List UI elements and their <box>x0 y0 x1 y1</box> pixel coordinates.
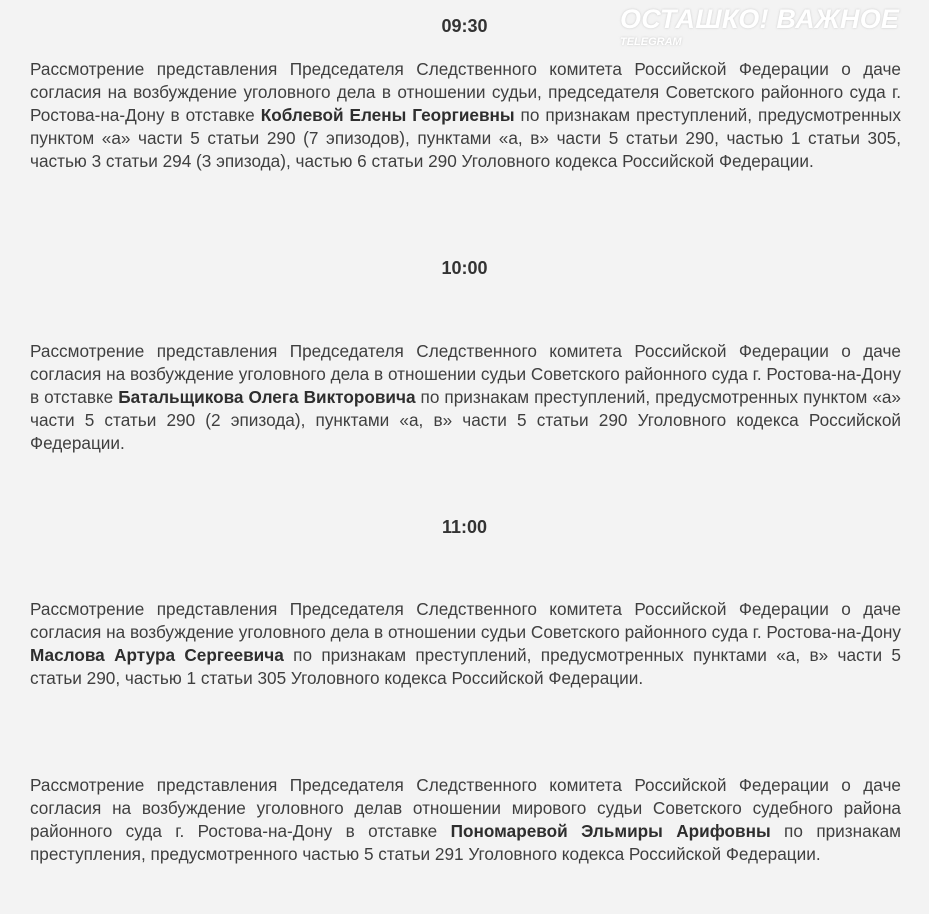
agenda-text-4 <box>30 774 901 866</box>
agenda-text-1-pre: Рассмотрение представления Председателя Следственного комитета Российской Федерации о даче согласия на возбуждение уголовного дела в отношении судьи, председателя Советского районного суда г. Ростова-на-Дону в отставке <box>30 59 901 125</box>
agenda-text-4-pre: Рассмотрение представления Председателя Следственного комитета Российской Федерации о даче согласия на возбуждение уголовного делав отношении мирового судьи Советского судебного района районного суда г. Ростова-на-Дону в отставке <box>30 775 901 841</box>
agenda-name-4: Пономаревой Эльмиры Арифовны <box>450 821 771 841</box>
agenda-name-2: Батальщикова Олега Викторовича <box>118 387 416 407</box>
agenda-text-1 <box>30 58 901 173</box>
agenda-text-3 <box>30 598 901 690</box>
agenda-time-3: 11:00 <box>441 517 488 537</box>
agenda-text-3-pre: Рассмотрение представления Председателя Следственного комитета Российской Федерации о даче согласия на возбуждение уголовного дела в отношении судьи Советского районного суда г. Ростова-на-Дону <box>30 599 901 642</box>
agenda-name-3: Маслова Артура Сергеевича <box>30 645 284 665</box>
agenda-text-3-post: по признакам преступлений, предусмотренных пунктами «а, в» части 5 статьи 290, частью 1 статьи 305 Уголовного кодекса Российской Федерации. <box>30 645 901 688</box>
agenda-text-4-post: по признакам преступления, предусмотренного частью 5 статьи 291 Уголовного кодекса Российской Федерации. <box>30 821 901 864</box>
agenda-text-2 <box>30 340 901 455</box>
agenda-text-2-pre: Рассмотрение представления Председателя Следственного комитета Российской Федерации о даче согласия на возбуждение уголовного дела в отношении судьи Советского районного суда г. Ростова-на-Дону в отставке <box>30 341 901 407</box>
agenda-text-1-post: по признакам преступлений, предусмотренных пунктом «а» части 5 статьи 290 (7 эпизодов), пунктами «а, в» части 5 статьи 290, частью 1 статьи 305, частью 3 статьи 294 (3 эпизода), частью 6 статьи 290 Уголовного кодекса Российской Федерации. <box>30 105 902 171</box>
watermark-title: ОСТАШКО! ВАЖНОЕ <box>620 4 900 34</box>
agenda-text-2-post: по признакам преступлений, предусмотренных пунктом «а» части 5 статьи 290 (2 эпизода), пунктами «а, в» части 5 статьи 290 Уголовного кодекса Российской Федерации. <box>30 387 901 453</box>
agenda-time-1: 09:30 <box>441 16 488 36</box>
agenda-time-2: 10:00 <box>441 258 488 278</box>
watermark-subtitle: TELEGRAM <box>620 36 682 48</box>
agenda-name-1: Коблевой Елены Георгиевны <box>260 105 515 125</box>
